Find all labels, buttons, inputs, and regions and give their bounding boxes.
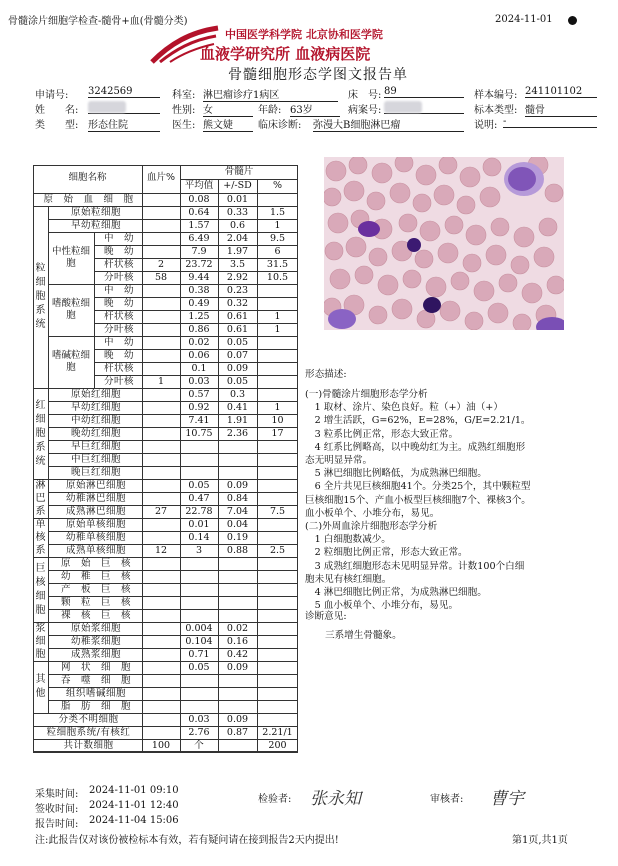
row-mean: 0.64 — [188, 207, 210, 218]
type: 形态住院 — [88, 116, 160, 132]
row-cell-name: 成熟浆细胞 — [70, 649, 121, 660]
row-cell-name: 幼稚浆细胞 — [70, 636, 121, 647]
row-cell-name: 原 始 血 细 胞 — [43, 194, 134, 205]
row-pct: 1 — [274, 220, 281, 231]
description-line: 2 增生活跃，G=62%，E=28%，G/E=2.21/1。 — [305, 415, 531, 427]
row-cell-name: 杆状核 — [103, 259, 134, 270]
report-title: 骨髓细胞形态学图文报告单 — [228, 67, 408, 83]
diagnosis-label: 临床诊断: — [258, 120, 302, 131]
header-date: 2024-11-01 — [495, 14, 553, 25]
row-sd: 1.97 — [226, 246, 249, 257]
row-sd: 0.33 — [226, 207, 249, 218]
row-sd: 3.5 — [229, 259, 246, 270]
row-sd: 2.04 — [226, 233, 249, 244]
row-sd: 2.36 — [226, 428, 249, 439]
row-mean: 7.41 — [188, 415, 210, 426]
description-line: (一)骨髓涂片细胞形态学分析 — [305, 389, 428, 400]
group-label: 巨核细胞 — [35, 562, 46, 616]
reviewer-label: 审核者: — [430, 794, 464, 805]
row-mean: 22.78 — [185, 506, 213, 517]
row-mean: 10.75 — [185, 428, 213, 439]
row-cell-name: 晚 幼 — [103, 350, 134, 361]
row-pct: 1 — [274, 311, 281, 322]
row-blood-pct: 2 — [157, 259, 165, 270]
bed-label: 床 号: — [348, 90, 382, 101]
row-cell-name: 脂 肪 细 胞 — [60, 701, 131, 712]
row-pct: 17 — [271, 428, 284, 439]
reviewer-signature: 曹宇 — [490, 789, 524, 809]
name-value — [88, 101, 160, 114]
header-sd: +/-SD — [223, 180, 252, 191]
row-pct: 2.5 — [269, 545, 286, 556]
row-mean: 2.76 — [188, 727, 210, 738]
row-cell-name: 原始浆细胞 — [70, 623, 121, 634]
row-sd: 7.04 — [226, 506, 249, 517]
row-cell-name: 颗 粒 巨 核 — [60, 597, 131, 608]
row-cell-name: 中幼红细胞 — [70, 415, 121, 426]
row-pct: 6 — [274, 246, 281, 257]
row-mean: 0.004 — [185, 623, 213, 634]
row-mean: 个 — [194, 740, 204, 751]
row-sd: 0.07 — [226, 350, 249, 361]
row-mean: 0.38 — [188, 285, 210, 296]
row-cell-name: 中 幼 — [103, 233, 134, 244]
row-blood-pct: 100 — [151, 740, 171, 751]
row-cell-name: 早幼粒细胞 — [70, 220, 121, 231]
row-cell-name: 晚 幼 — [103, 298, 134, 309]
row-cell-name: 共计数细胞 — [63, 740, 114, 751]
redacted-case-no — [384, 101, 422, 113]
row-cell-name: 晚 幼 — [103, 246, 134, 257]
collect-time: 2024-11-01 09:10 — [89, 785, 179, 796]
row-mean: 0.71 — [188, 649, 210, 660]
row-sd: 0.23 — [226, 285, 249, 296]
row-blood-pct: 1 — [157, 376, 165, 387]
subgroup-label: 中性粒细胞 — [51, 246, 90, 269]
document-label: 骨髓涂片细胞学检查-髓骨+血(骨髓分类) — [8, 16, 188, 27]
row-mean: 0.01 — [188, 519, 210, 530]
doctor-label: 医生: — [172, 120, 196, 131]
group-label: 粒细胞系统 — [35, 263, 46, 330]
row-sd: 1.91 — [226, 415, 249, 426]
row-cell-name: 分叶核 — [103, 272, 134, 283]
row-mean: 0.104 — [185, 636, 213, 647]
group-label: 单核系 — [35, 519, 46, 556]
row-pct: 31.5 — [266, 259, 289, 270]
row-mean: 0.06 — [188, 350, 210, 361]
row-cell-name: 分类不明细胞 — [58, 714, 119, 725]
diagnosis: 弥漫大B细胞淋巴瘤 — [313, 116, 464, 132]
subgroup-label: 嗜碱粒细胞 — [51, 350, 90, 373]
row-sd: 0.6 — [229, 220, 246, 231]
note-label: 说明: — [474, 120, 498, 131]
row-mean: 1.57 — [188, 220, 210, 231]
row-mean: 23.72 — [185, 259, 213, 270]
table-hline — [48, 284, 298, 285]
description-line: 4 淋巴细胞比例正常，为成熟淋巴细胞。 — [305, 587, 487, 598]
row-sd: 0.09 — [226, 662, 249, 673]
case-no-label: 病案号: — [348, 105, 382, 116]
type-label: 类 型: — [35, 120, 79, 131]
row-cell-name: 杆状核 — [103, 311, 134, 322]
row-cell-name: 早幼红细胞 — [70, 402, 121, 413]
receive-time: 2024-11-01 12:40 — [89, 800, 179, 811]
dept: 淋巴瘤诊疗1病区 — [203, 86, 338, 102]
description-line: (二)外周血涂片细胞形态学分析 — [305, 521, 438, 532]
description-line: 1 白细胞数减少。 — [305, 534, 391, 546]
row-cell-name: 网 状 细 胞 — [60, 662, 131, 673]
row-cell-name: 分叶核 — [103, 376, 134, 387]
row-cell-name: 产 板 巨 核 — [60, 584, 131, 595]
row-mean: 0.86 — [188, 324, 210, 335]
sample-type-label: 标本类型: — [474, 105, 518, 116]
report-time: 2024-11-04 15:06 — [89, 815, 179, 826]
sample-no: 241101102 — [525, 86, 597, 98]
row-cell-name: 裸 核 巨 核 — [60, 610, 131, 621]
row-mean: 0.05 — [188, 480, 210, 491]
sample-no-label: 样本编号: — [474, 90, 518, 101]
hospital-name-line1: 中国医学科学院 北京协和医学院 — [225, 28, 383, 41]
row-mean: 0.03 — [188, 376, 210, 387]
row-pct: 10 — [271, 415, 284, 426]
row-mean: 0.08 — [188, 194, 210, 205]
row-mean: 1.25 — [188, 311, 210, 322]
row-sd: 2.92 — [226, 272, 249, 283]
dept-label: 科室: — [172, 90, 196, 101]
subgroup-divider — [94, 336, 95, 388]
row-sd: 0.09 — [226, 363, 249, 374]
subgroup-divider — [94, 232, 95, 284]
row-sd: 0.01 — [226, 194, 249, 205]
page-number: 第1页,共1页 — [512, 835, 568, 846]
row-pct: 200 — [268, 740, 287, 751]
description-line: 血小板单个、小堆分布，易见。 — [305, 507, 440, 519]
apply-no: 3242569 — [88, 86, 160, 98]
row-cell-name: 晚幼红细胞 — [70, 428, 121, 439]
row-sd: 0.88 — [226, 545, 249, 556]
row-mean: 0.1 — [191, 363, 207, 374]
description-line: 5 淋巴细胞比例略低，为成熟淋巴细胞。 — [305, 468, 487, 480]
description-line: 3 成熟红细胞形态未见明显异常。计数100个白细 — [305, 560, 525, 572]
table-hline — [33, 752, 298, 753]
row-pct: 1 — [274, 324, 281, 335]
case-no-value — [384, 101, 464, 114]
row-mean: 0.02 — [188, 337, 210, 348]
report-label: 报告时间: — [35, 819, 79, 830]
row-cell-name: 成熟单核细胞 — [65, 545, 126, 556]
row-sd: 0.61 — [226, 311, 249, 322]
description-heading: 形态描述: — [305, 369, 347, 380]
doctor: 熊文婕 — [203, 116, 253, 132]
row-mean: 6.49 — [188, 233, 210, 244]
header-blood-pct: 血片% — [146, 172, 176, 183]
hospital-name-line2: 血液学研究所 血液病医院 — [200, 45, 371, 63]
name-label: 姓 名: — [35, 105, 79, 116]
table-hline — [48, 336, 298, 337]
row-sd: 0.09 — [226, 714, 249, 725]
group-divider — [48, 388, 49, 479]
row-cell-name: 中 幼 — [103, 337, 134, 348]
row-cell-name: 中巨红细胞 — [70, 454, 121, 465]
row-cell-name: 原 始 巨 核 — [60, 558, 131, 569]
description-line: 4 红系比例略高，以中晚幼红为主。成熟红细胞形 — [305, 441, 526, 453]
group-label: 淋巴系 — [35, 480, 46, 517]
row-cell-name: 成熟淋巴细胞 — [65, 506, 126, 517]
bed: 89 — [384, 86, 464, 98]
row-cell-name: 吞 噬 细 胞 — [60, 675, 131, 686]
row-cell-name: 中 幼 — [103, 285, 134, 296]
description-line: 1 取材、涂片、染色良好。粒（+）油（+） — [305, 402, 503, 414]
row-sd: 0.87 — [226, 727, 249, 738]
bullet-dot — [568, 16, 577, 25]
row-cell-name: 幼 稚 巨 核 — [60, 571, 131, 582]
group-divider — [48, 206, 49, 388]
diagnosis-text: 三系增生骨髓象。 — [325, 630, 402, 641]
row-mean: 9.44 — [188, 272, 210, 283]
description-line: 6 全片共见巨核细胞41个。分类25个，其中颗粒型 — [305, 481, 531, 493]
header-marrow: 骨髓片 — [224, 166, 254, 177]
row-mean: 0.57 — [188, 389, 210, 400]
group-label: 红细胞系统 — [35, 399, 46, 467]
row-cell-name: 组织嗜碱细胞 — [65, 688, 126, 699]
group-divider — [48, 479, 49, 518]
redacted-name — [88, 101, 126, 113]
table-hline — [180, 179, 298, 180]
row-pct: 1.5 — [269, 207, 286, 218]
description-line: 2 粒细胞比例正常，形态大致正常。 — [305, 547, 468, 559]
row-sd: 0.41 — [226, 402, 249, 413]
group-label: 其他 — [35, 674, 46, 699]
row-sd: 0.42 — [226, 649, 249, 660]
description-line: 巨核细胞15个、产血小板型巨核细胞7个、裸核3个。 — [305, 494, 531, 506]
description-line: 5 血小板单个、小堆分布，易见。 — [305, 600, 459, 612]
row-pct: 10.5 — [266, 272, 289, 283]
row-pct: 2.21/1 — [262, 727, 293, 738]
marrow-micrograph — [324, 157, 564, 330]
description-line: 态无明显异常。 — [305, 455, 373, 466]
row-mean: 3 — [195, 545, 203, 556]
subgroup-divider — [94, 284, 95, 336]
row-cell-name: 杆状核 — [103, 363, 134, 374]
row-blood-pct: 12 — [154, 545, 168, 556]
table-vline — [142, 165, 143, 752]
subgroup-label: 嗜酸粒细胞 — [51, 298, 90, 321]
row-pct: 1 — [274, 402, 281, 413]
row-cell-name: 幼稚单核细胞 — [65, 532, 126, 543]
description-line: 胞未见有核红细胞。 — [305, 573, 392, 585]
row-mean: 0.05 — [188, 662, 210, 673]
row-sd: 0.02 — [226, 623, 249, 634]
group-label: 浆细胞 — [35, 623, 46, 660]
row-cell-name: 早巨红细胞 — [70, 441, 121, 452]
footer-note: 注:此报告仅对该份被检标本有效，若有疑问请在接到报告2天内提出! — [35, 835, 339, 846]
row-sd: 0.61 — [226, 324, 249, 335]
row-mean: 0.03 — [188, 714, 210, 725]
sex-label: 性别: — [172, 105, 196, 116]
row-sd: 0.3 — [229, 389, 246, 400]
examiner-signature: 张永知 — [310, 789, 361, 809]
row-sd: 0.04 — [226, 519, 249, 530]
row-mean: 0.92 — [188, 402, 210, 413]
collect-label: 采集时间: — [35, 789, 79, 800]
group-divider — [48, 622, 49, 661]
row-sd: 0.84 — [226, 493, 249, 504]
row-cell-name: 幼稚淋巴细胞 — [65, 493, 126, 504]
header-cell-name: 细胞名称 — [68, 172, 107, 183]
row-mean: 0.14 — [188, 532, 210, 543]
row-sd: 0.09 — [226, 480, 249, 491]
header-mean: 平均值 — [184, 180, 214, 191]
row-cell-name: 原始粒细胞 — [70, 207, 121, 218]
sample-type: 髓骨 — [525, 101, 597, 117]
group-divider — [48, 557, 49, 622]
row-sd: 0.05 — [226, 337, 249, 348]
sex: 女 — [203, 101, 253, 117]
apply-no-label: 申请号: — [35, 90, 69, 101]
row-blood-pct: 27 — [154, 506, 168, 517]
row-mean: 7.9 — [191, 246, 207, 257]
diagnosis-heading: 诊断意见: — [305, 611, 347, 622]
row-sd: 0.32 — [226, 298, 249, 309]
row-sd: 0.05 — [226, 376, 249, 387]
examiner-label: 检验者: — [258, 794, 292, 805]
age-label: 年龄: — [258, 105, 282, 116]
row-cell-name: 原始单核细胞 — [65, 519, 126, 530]
row-mean: 0.49 — [188, 298, 210, 309]
row-sd: 0.19 — [226, 532, 249, 543]
group-divider — [48, 518, 49, 557]
row-sd: 0.16 — [226, 636, 249, 647]
age: 63岁 — [290, 101, 340, 117]
header-pct: % — [272, 180, 283, 191]
note: - — [503, 116, 597, 128]
row-cell-name: 粒细胞系统/有核红 — [46, 727, 131, 738]
row-cell-name: 晚巨红细胞 — [70, 467, 121, 478]
row-mean: 0.47 — [188, 493, 210, 504]
description-line: 3 粒系比例正常，形态大致正常。 — [305, 428, 459, 440]
row-cell-name: 原始红细胞 — [70, 389, 121, 400]
row-blood-pct: 58 — [154, 272, 168, 283]
receive-label: 签收时间: — [35, 804, 79, 815]
row-pct: 9.5 — [269, 233, 286, 244]
row-pct: 7.5 — [269, 506, 286, 517]
group-divider — [48, 661, 49, 713]
row-cell-name: 分叶核 — [103, 324, 134, 335]
row-cell-name: 原始淋巴细胞 — [65, 480, 126, 491]
